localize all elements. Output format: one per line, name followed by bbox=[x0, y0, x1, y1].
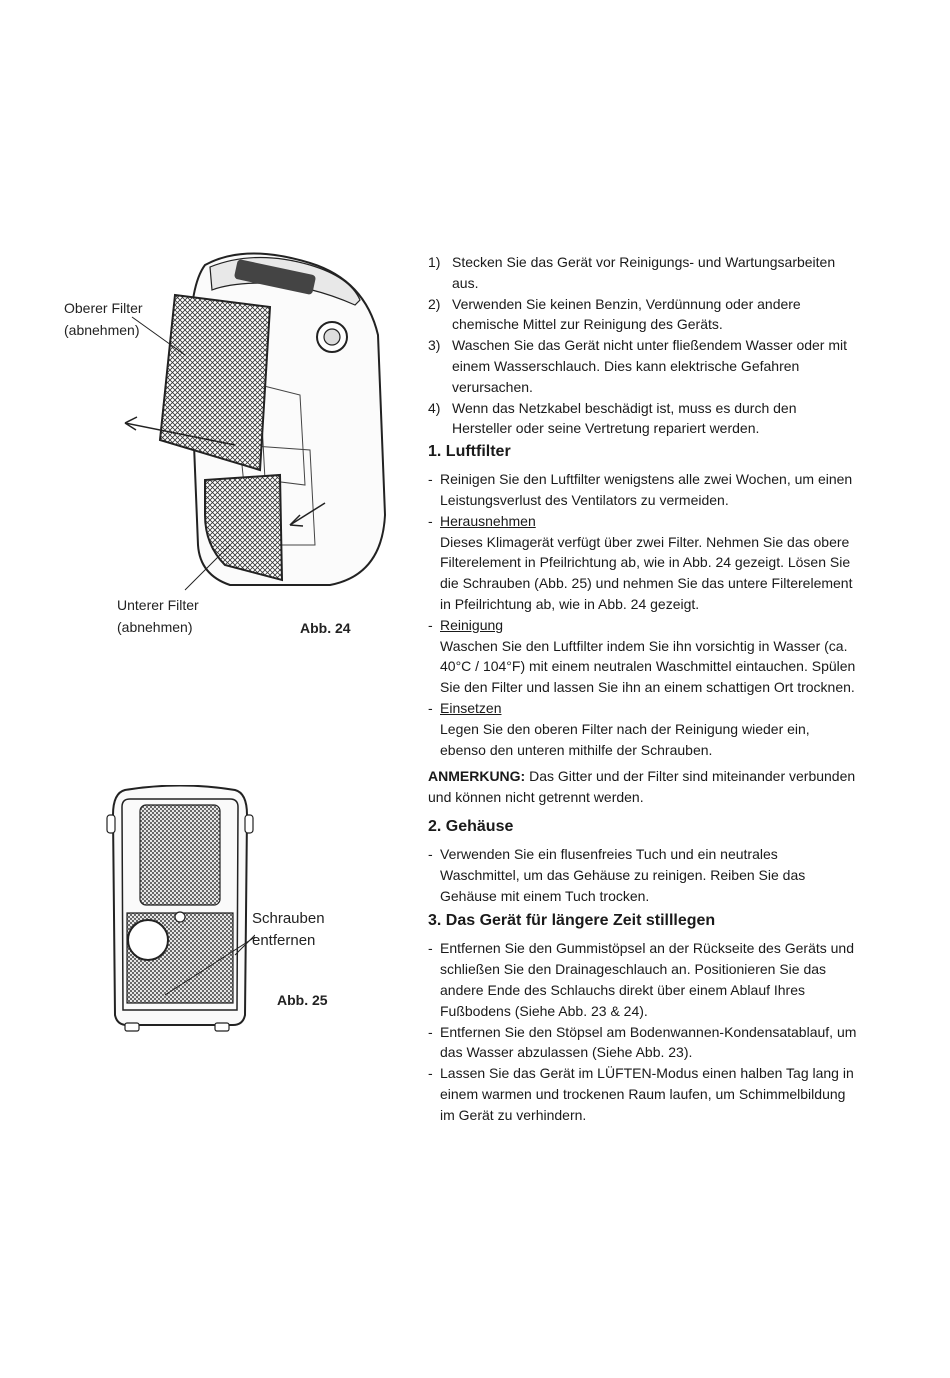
note bbox=[428, 766, 858, 808]
label-lower-filter: Unterer Filter (abnehmen) bbox=[117, 597, 199, 635]
clean-title: Reinigung bbox=[440, 616, 504, 633]
figure-25-illustration bbox=[105, 785, 255, 1035]
note-label: ANMERKUNG: bbox=[428, 768, 526, 785]
clean-text: Waschen Sie den Luftfilter indem Sie ihn vorsichtig in Wasser (ca. 40°C / 104°F) mit einem neutralen Waschmittel eintauchen. Spülen Sie den Filter und lassen Sie ihn an einem schattigen Ort trocknen. bbox=[440, 637, 856, 696]
luftfilter-intro: - Reinigen Sie den Luftfilter wenigstens alle zwei Wochen, um einen Leistungsverlust des Ventilators zu vermeiden. bbox=[428, 471, 853, 508]
heading-stilllegen: 3. Das Gerät für längere Zeit stilllegen bbox=[428, 912, 716, 930]
caption-abb-24: Abb. 24 bbox=[300, 620, 351, 636]
stilllegen-item: - Entfernen Sie den Gummistöpsel an der Rückseite des Geräts und schließen Sie den Drainageschlauch an. Positionieren Sie das andere Ende des Schlauchs direkt über einem Ablauf Ihres Fußbodens (Siehe Abb. 23 & 24). bbox=[428, 940, 854, 1019]
figure-24 bbox=[60, 245, 390, 645]
insert-text: Legen Sie den oberen Filter nach der Reinigung wieder ein, ebenso den unteren mithilfe der Schrauben. bbox=[440, 720, 810, 758]
safety-item: 4) Wenn das Netzkabel beschädigt ist, muss es durch den Hersteller oder seine Vertretung repariert werden. bbox=[428, 399, 797, 437]
heading-luftfilter: 1. Luftfilter bbox=[428, 443, 511, 461]
stilllegen-item: - Lassen Sie das Gerät im LÜFTEN-Modus einen halben Tag lang in einem warmen und trockenen Raum laufen, um Schimmelbildung im Gerät zu verhindern. bbox=[428, 1065, 854, 1123]
remove-title: Herausnehmen bbox=[440, 512, 536, 529]
remove-section: - Herausnehmen Dieses Klimagerät verfügt über zwei Filter. Nehmen Sie das obere Filterelement in Pfeilrichtung ab, wie in Abb. 24 gezeigt. Lösen Sie die Schrauben (Abb. 25) und nehmen Sie das untere Filterelement in Pfeilrichtung ab, wie in Abb. 24 gezeigt. bbox=[428, 511, 858, 615]
insert-section: - Einsetzen Legen Sie den oberen Filter nach der Reinigung wieder ein, ebenso den unteren mithilfe der Schrauben. bbox=[428, 698, 858, 760]
figure-25 bbox=[105, 785, 345, 1035]
safety-item: 3) Waschen Sie das Gerät nicht unter fließendem Wasser oder mit einem Wasserschlauch. Dies kann elektrische Gefahren verursachen. bbox=[428, 337, 848, 395]
caption-abb-25: Abb. 25 bbox=[277, 992, 328, 1008]
insert-title: Einsetzen bbox=[440, 699, 502, 716]
label-screws: Schrauben entfernen bbox=[252, 910, 325, 949]
heading-gehaeuse: 2. Gehäuse bbox=[428, 817, 514, 835]
safety-list bbox=[428, 252, 858, 439]
safety-item: 2) Verwenden Sie keinen Benzin, Verdünnung oder andere chemische Mittel zur Reinigung des Geräts. bbox=[428, 295, 801, 333]
instructions-text bbox=[428, 252, 858, 1125]
remove-text: Dieses Klimagerät verfügt über zwei Filter. Nehmen Sie das obere Filterelement in Pfeilrichtung ab, wie in Abb. 24 gezeigt. Lösen Sie die Schrauben (Abb. 25) und nehmen Sie das untere Filterelement in Pfeilrichtung ab, wie in Abb. 24 gezeigt. bbox=[440, 533, 853, 612]
stilllegen-item: - Entfernen Sie den Stöpsel am Bodenwannen-Kondensatablauf, um das Wasser abzulassen (Siehe Abb. 23). bbox=[428, 1023, 857, 1061]
clean-section: - Reinigung Waschen Sie den Luftfilter indem Sie ihn vorsichtig in Wasser (ca. 40°C / 104°F) mit einem neutralen Waschmittel eintauchen. Spülen Sie den Filter und lassen Sie ihn an einem schattigen Ort trocknen. bbox=[428, 615, 858, 698]
note-text: Das Gitter und der Filter sind miteinander verbunden und können nicht getrennt werden. bbox=[428, 768, 856, 806]
gehaeuse-text: - Verwenden Sie ein flusenfreies Tuch und ein neutrales Waschmittel, um das Gehäuse zu reinigen. Reiben Sie das Gehäuse mit einem Tuch trocken. bbox=[428, 845, 806, 904]
safety-item: 1) Stecken Sie das Gerät vor Reinigungs- und Wartungsarbeiten aus. bbox=[428, 254, 836, 291]
label-upper-filter: Oberer Filter (abnehmen) bbox=[64, 300, 143, 338]
